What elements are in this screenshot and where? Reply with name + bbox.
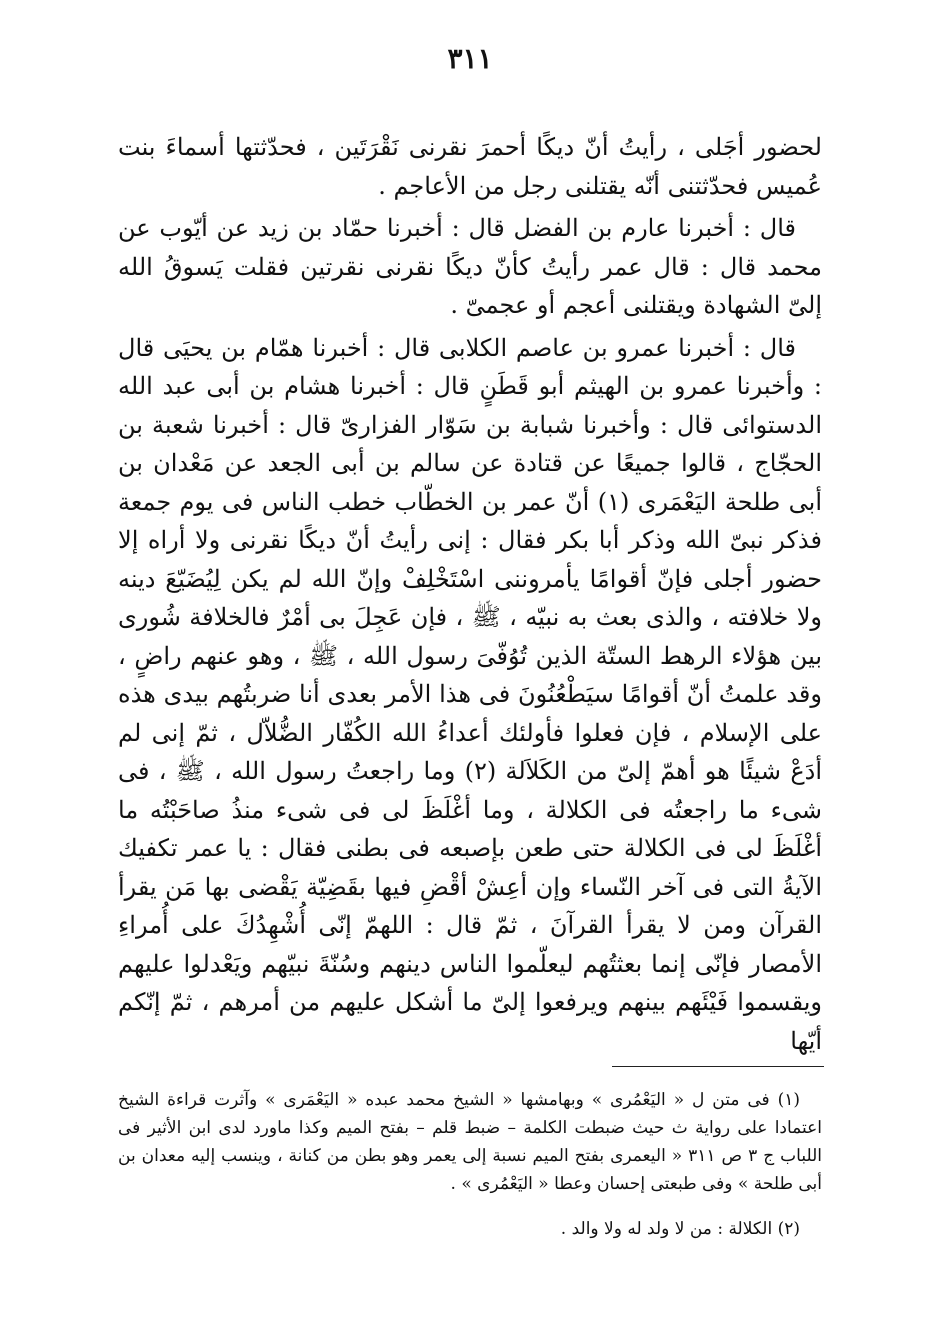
main-text xyxy=(118,128,822,1060)
footnote-separator xyxy=(612,1066,824,1067)
footnote-2: (٢) الكلالة : من لا ولد له ولا والد . xyxy=(560,1219,800,1239)
page-number: ٣١١ xyxy=(447,42,493,75)
paragraph-2: قال : أخبرنا عارم بن الفضل قال : أخبرنا حمّاد بن زيد عن أيّوب عن محمد قال : قال عمر رأيتُ كأنّ ديكًا نقرنى نقرتين فقلت يَسوقُ الله إلىّ الشهادة ويقتلنى أعجم أو عجمىّ . xyxy=(118,214,822,319)
footnote-1: (١) فى متن ل « اليَعْمُرى » وبهامشها « الشيخ محمد عبده « اليَعْمَرى » وآثرت قراءة الشيخ اعتمادا على رواية ث حيث ضبطت الكلمة – ضبط قلم – بفتح الميم وكذا ماورد لدى ابن الأثير فى اللباب ج ٣ ص ٣١١ « اليعمرى بفتح الميم نسبة إلى يعمر وهو بطن من كنانة ، وينسب إليه معدان بن أبى طلحة » وفى طبعتى إحسان وعطا « اليَعْمُرى » . xyxy=(118,1090,822,1194)
paragraph-3: قال : أخبرنا عمرو بن عاصم الكلابى قال : أخبرنا همّام بن يحيَى قال : وأخبرنا عمرو بن الهيثم أبو قَطَنٍ قال : أخبرنا هشام بن أبى عبد الله الدستوائى قال : وأخبرنا شبابة بن سَوّار الفزارىّ قال : أخبرنا شعبة بن الحجّاج ، قالوا جميعًا عن قتادة عن سالم بن أبى الجعد عن مَعْدان بن أبى طلحة اليَعْمَرى (١) أنّ عمر بن الخطّاب خطب الناس فى يوم جمعة فذكر نبىّ الله وذكر أبا بكر فقال : إنى رأيتُ أنّ ديكًا نقرنى ولا أراه إلا حضور أجلى فإنّ أقوامًا يأمروننى اسْتَخْلِفْ وإنّ الله لم يكن لِيُضَيّعَ دينه ولا خلافته ، والذى بعث به نبيّه ، ﷺ ، فإن عَجِلَ بى أمْرٌ فالخلافة شُورى بين هؤلاء الرهط الستّة الذين تُوُفّىَ رسول الله ، ﷺ ، وهو عنهم راضٍ ، وقد علمتُ أنّ أقوامًا سيَطْعُنُونَ فى هذا الأمر بعدى أنا ضربتُهم بيدى هذه على الإسلام ، فإن فعلوا فأولئك أعداءُ الله الكُفّار الضُّلاّل ، ثمّ إنى لم أدَعْ شيئًا هو أهمّ إلىّ من الكَلاَلة (٢) وما راجعتُ رسول الله ، ﷺ ، فى شىء ما راجعتُه فى الكلالة ، وما أغْلَظَ لى فى شىء منذُ صاحَبْتُه ما أغْلَظَ لى فى الكلالة حتى طعن بإصبعه فى بطنى فقال : يا عمر تكفيك الآيةُ التى فى آخر النّساء وإن أعِشْ أقْضِ فيها بقَضِيّة يَقْضى بها مَن يقرأ القرآن ومن لا يقرأ القرآنَ ، ثمّ قال : اللهمّ إنّى أُشْهِدُكَ على أُمراءِ الأمصار فإنّى إنما بعثتُهم ليعلّموا الناس دينهم وسُنّةَ نبيّهم ويَعْدلوا عليهم ويقسموا فَيْئَهم بينهم ويرفعوا إلىّ ما أشكل عليهم من أمرهم ، ثمّ إنّكم أيّها xyxy=(118,333,822,1055)
footnotes xyxy=(118,1086,822,1243)
paragraph-1: لحضور أجَلى ، رأيتُ أنّ ديكًا أحمرَ نقرنى نَقْرَتَين ، فحدّثتها أسماءَ بنت عُميس فحدّثتنى أنّه يقتلنى رجل من الأعاجم . xyxy=(118,133,822,200)
